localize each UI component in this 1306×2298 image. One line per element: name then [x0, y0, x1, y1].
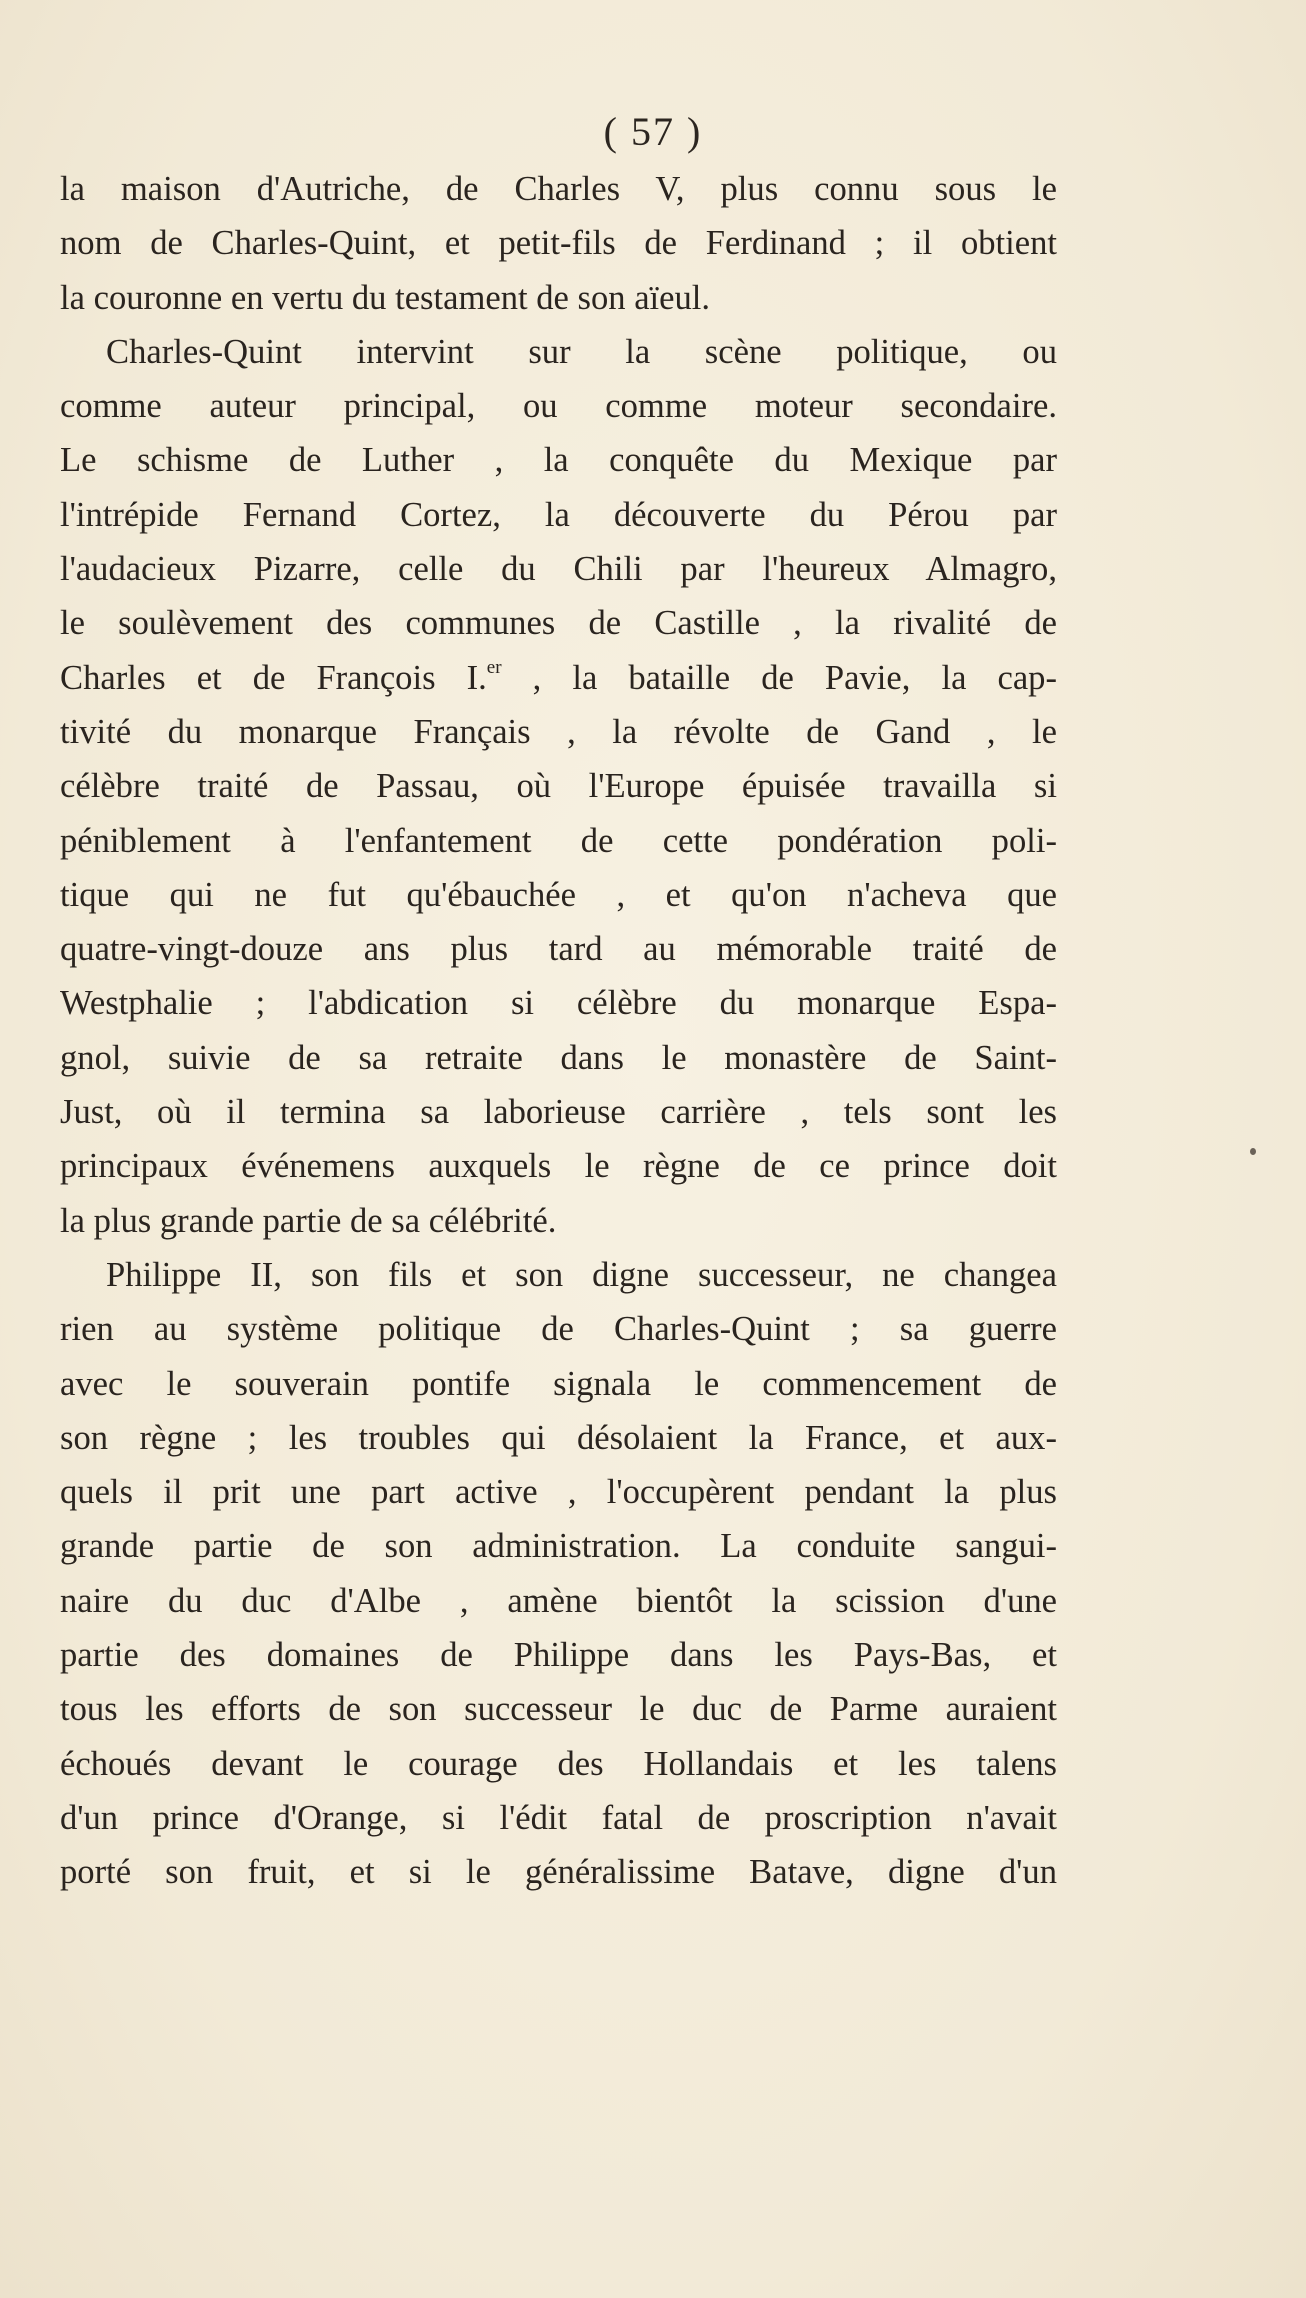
text-line-content: Charles-Quint intervint sur la scène politique, ou [106, 332, 1057, 371]
text-line [60, 1194, 1057, 1248]
text-line [60, 488, 1057, 542]
text-line-content: Just, où il termina sa laborieuse carrière , tels sont les [60, 1093, 1057, 1132]
text-line-content: comme auteur principal, ou comme moteur secondaire. [60, 387, 1057, 426]
text-line-content: l'intrépide Fernand Cortez, la découverte du Pérou par [60, 495, 1057, 534]
text-line [60, 216, 1057, 270]
text-line [60, 596, 1057, 650]
text-line [60, 868, 1057, 922]
text-line-content: gnol, suivie de sa retraite dans le monastère de Saint- [60, 1038, 1057, 1077]
text-line [60, 814, 1057, 868]
text-line-content: naire du duc d'Albe , amène bientôt la scission d'une [60, 1581, 1057, 1620]
text-line-content: Westphalie ; l'abdication si célèbre du monarque Espa- [60, 984, 1057, 1023]
text-line-content: tivité du monarque Français , la révolte de Gand , le [60, 712, 1057, 751]
paper-speck [1250, 1148, 1256, 1155]
text-line [60, 325, 1057, 379]
text-line-continuation: , la bataille de Pavie, la cap- [501, 658, 1057, 697]
text-line [60, 1465, 1057, 1519]
text-line [60, 1737, 1057, 1791]
text-line [60, 1248, 1057, 1302]
text-line-content: échoués devant le courage des Hollandais et les talens [60, 1744, 1057, 1783]
text-line [60, 1302, 1057, 1356]
text-line-content: quatre-vingt-douze ans plus tard au mémorable traité de [60, 930, 1057, 969]
text-line [60, 1845, 1057, 1899]
text-line [60, 1791, 1057, 1845]
text-line-content: rien au système politique de Charles-Quint ; sa guerre [60, 1310, 1057, 1349]
text-line [60, 922, 1057, 976]
text-line [60, 271, 1057, 325]
text-line [60, 651, 1057, 705]
text-line-content: d'un prince d'Orange, si l'édit fatal de proscription n'avait [60, 1798, 1057, 1837]
text-line [60, 162, 1057, 216]
text-line [60, 1411, 1057, 1465]
text-line [60, 759, 1057, 813]
text-line [60, 542, 1057, 596]
text-line [60, 1031, 1057, 1085]
text-line [60, 379, 1057, 433]
text-line-content: Charles et de François I. [60, 658, 487, 697]
text-line [60, 976, 1057, 1030]
text-line-content: porté son fruit, et si le généralissime Batave, digne d'un [60, 1853, 1057, 1892]
text-line-content: principaux événemens auxquels le règne de ce prince doit [60, 1147, 1057, 1186]
text-line-content: nom de Charles-Quint, et petit-fils de Ferdinand ; il obtient [60, 224, 1057, 263]
text-line-content: la plus grande partie de sa célébrité. [60, 1201, 557, 1240]
text-line [60, 1085, 1057, 1139]
text-line [60, 1139, 1057, 1193]
text-line-content: le soulèvement des communes de Castille , la rivalité de [60, 604, 1057, 643]
text-line-content: partie des domaines de Philippe dans les Pays-Bas, et [60, 1636, 1057, 1675]
text-line-content: grande partie de son administration. La conduite sangui- [60, 1527, 1057, 1566]
text-line [60, 705, 1057, 759]
text-line-content: l'audacieux Pizarre, celle du Chili par l'heureux Almagro, [60, 550, 1057, 589]
page-number: ( 57 ) [603, 109, 703, 154]
superscript: er [486, 656, 502, 678]
text-line-content: péniblement à l'enfantement de cette pondération poli- [60, 821, 1057, 860]
text-line-content: Philippe II, son fils et son digne successeur, ne changea [106, 1255, 1057, 1294]
text-line-content: tique qui ne fut qu'ébauchée , et qu'on n'acheva que [60, 875, 1057, 914]
body-text [60, 162, 1057, 1900]
text-line-content: avec le souverain pontife signala le commencement de [60, 1364, 1057, 1403]
text-line [60, 1628, 1057, 1682]
text-line-content: son règne ; les troubles qui désolaient la France, et aux- [60, 1418, 1057, 1457]
text-line-content: célèbre traité de Passau, où l'Europe épuisée travailla si [60, 767, 1057, 806]
text-line-content: tous les efforts de son successeur le duc de Parme auraient [60, 1690, 1057, 1729]
text-line [60, 433, 1057, 487]
text-line-content: quels il prit une part active , l'occupèrent pendant la plus [60, 1473, 1057, 1512]
text-line [60, 1574, 1057, 1628]
text-line [60, 1357, 1057, 1411]
text-line [60, 1519, 1057, 1573]
text-line-content: la couronne en vertu du testament de son aïeul. [60, 278, 711, 317]
text-line-content: Le schisme de Luther , la conquête du Mexique par [60, 441, 1057, 480]
text-line-content: la maison d'Autriche, de Charles V, plus connu sous le [60, 170, 1057, 208]
text-line [60, 1682, 1057, 1736]
